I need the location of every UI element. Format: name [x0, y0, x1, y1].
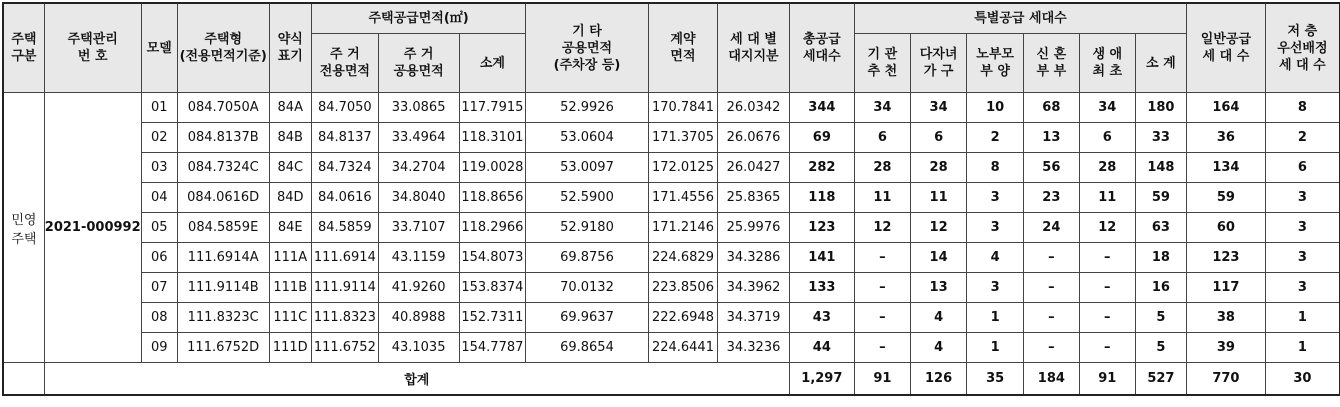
cell-common-area: 34.8040 — [378, 183, 459, 213]
cell-special-subtotal: 180 — [1135, 93, 1186, 123]
table-row — [4, 243, 1340, 273]
cell-contract-area: 223.8506 — [648, 273, 717, 303]
cell-total-supply: 118 — [789, 183, 854, 213]
header-institutional: 기 관 추 천 — [854, 34, 910, 93]
cell-elderly-parent: 3 — [967, 273, 1024, 303]
cell-institutional: – — [854, 303, 910, 333]
cell-exclusive-area: 84.5859 — [311, 213, 378, 243]
cell-area-subtotal: 118.3101 — [459, 123, 526, 153]
header-first-life: 생 애 최 초 — [1079, 34, 1135, 93]
cell-other-common: 70.0132 — [526, 273, 649, 303]
totals-cell-low: 30 — [1265, 363, 1339, 395]
header-mgmt-no: 주택관리 번 호 — [44, 4, 141, 93]
cell-land-share: 25.9976 — [718, 213, 790, 243]
cell-abbr: 84C — [269, 153, 311, 183]
cell-institutional: – — [854, 333, 910, 363]
cell-low-floor: 2 — [1265, 123, 1339, 153]
supply-table — [3, 3, 1340, 395]
cell-contract-area: 224.6829 — [648, 243, 717, 273]
table-row — [4, 333, 1340, 363]
cell-total-supply: 141 — [789, 243, 854, 273]
cell-multi-child: 34 — [910, 93, 967, 123]
header-low-floor: 저 층 우선배정 세 대 수 — [1265, 4, 1339, 93]
totals-cell-general: 770 — [1187, 363, 1266, 395]
cell-elderly-parent: 3 — [967, 183, 1024, 213]
cell-other-common: 52.9180 — [526, 213, 649, 243]
cell-other-common: 53.0097 — [526, 153, 649, 183]
header-model: 모델 — [141, 4, 177, 93]
cell-low-floor: 3 — [1265, 183, 1339, 213]
cell-institutional: 34 — [854, 93, 910, 123]
cell-house-type: 111.9114B — [177, 273, 269, 303]
cell-area-subtotal: 117.7915 — [459, 93, 526, 123]
cell-contract-area: 171.2146 — [648, 213, 717, 243]
header-newlywed: 신 혼 부 부 — [1023, 34, 1079, 93]
cell-general-supply: 123 — [1187, 243, 1266, 273]
cell-first-life: 34 — [1079, 93, 1135, 123]
header-residential-exclusive: 주 거 전용면적 — [311, 34, 378, 93]
header-total-supply: 총공급 세대수 — [789, 4, 854, 93]
cell-land-share: 26.0342 — [718, 93, 790, 123]
cell-house-type: 111.8323C — [177, 303, 269, 333]
cell-first-life: – — [1079, 243, 1135, 273]
cell-exclusive-area: 84.8137 — [311, 123, 378, 153]
cell-common-area: 40.8988 — [378, 303, 459, 333]
cell-common-area: 33.0865 — [378, 93, 459, 123]
totals-label: 합계 — [44, 363, 789, 395]
cell-institutional: 6 — [854, 123, 910, 153]
cell-model: 01 — [141, 93, 177, 123]
cell-contract-area: 172.0125 — [648, 153, 717, 183]
cell-house-type: 111.6914A — [177, 243, 269, 273]
cell-multi-child: 28 — [910, 153, 967, 183]
cell-exclusive-area: 84.7050 — [311, 93, 378, 123]
cell-common-area: 33.4964 — [378, 123, 459, 153]
table-row — [4, 93, 1340, 123]
cell-total-supply: 43 — [789, 303, 854, 333]
cell-first-life: 28 — [1079, 153, 1135, 183]
totals-row — [4, 363, 1340, 395]
cell-area-subtotal: 118.2966 — [459, 213, 526, 243]
cell-newlywed: – — [1023, 303, 1079, 333]
header-contract-area: 계약 면적 — [648, 4, 717, 93]
cell-contract-area: 224.6441 — [648, 333, 717, 363]
cell-model: 08 — [141, 303, 177, 333]
cell-exclusive-area: 111.6914 — [311, 243, 378, 273]
cell-elderly-parent: 3 — [967, 213, 1024, 243]
cell-newlywed: 56 — [1023, 153, 1079, 183]
totals-cell-inst: 91 — [854, 363, 910, 395]
cell-abbr: 84A — [269, 93, 311, 123]
cell-land-share: 34.3719 — [718, 303, 790, 333]
cell-low-floor: 3 — [1265, 273, 1339, 303]
cell-area-subtotal: 118.8656 — [459, 183, 526, 213]
cell-general-supply: 38 — [1187, 303, 1266, 333]
cell-total-supply: 133 — [789, 273, 854, 303]
cell-model: 02 — [141, 123, 177, 153]
totals-cell-first: 91 — [1079, 363, 1135, 395]
cell-house-type: 111.6752D — [177, 333, 269, 363]
cell-general-supply: 36 — [1187, 123, 1266, 153]
cell-other-common: 69.8654 — [526, 333, 649, 363]
cell-special-subtotal: 5 — [1135, 333, 1186, 363]
cell-elderly-parent: 1 — [967, 333, 1024, 363]
cell-first-life: – — [1079, 273, 1135, 303]
cell-general-supply: 39 — [1187, 333, 1266, 363]
cell-newlywed: 13 — [1023, 123, 1079, 153]
cell-abbr: 84E — [269, 213, 311, 243]
cell-general-supply: 59 — [1187, 183, 1266, 213]
cell-multi-child: 12 — [910, 213, 967, 243]
header-residential-common: 주 거 공용면적 — [378, 34, 459, 93]
cell-total-supply: 282 — [789, 153, 854, 183]
cell-total-supply: 344 — [789, 93, 854, 123]
cell-common-area: 33.7107 — [378, 213, 459, 243]
cell-low-floor: 6 — [1265, 153, 1339, 183]
cell-house-type: 084.8137B — [177, 123, 269, 153]
totals-cell-newly: 184 — [1023, 363, 1079, 395]
cell-newlywed: – — [1023, 243, 1079, 273]
cell-model: 05 — [141, 213, 177, 243]
category-cell: 민영 주택 — [4, 93, 45, 363]
cell-special-subtotal: 59 — [1135, 183, 1186, 213]
totals-cell-elder: 35 — [967, 363, 1024, 395]
header-subtotal-area: 소계 — [459, 34, 526, 93]
cell-exclusive-area: 111.9114 — [311, 273, 378, 303]
header-land-share: 세 대 별 대지지분 — [718, 4, 790, 93]
cell-total-supply: 44 — [789, 333, 854, 363]
cell-total-supply: 69 — [789, 123, 854, 153]
cell-institutional: 28 — [854, 153, 910, 183]
cell-land-share: 25.8365 — [718, 183, 790, 213]
table-row — [4, 273, 1340, 303]
cell-abbr: 84B — [269, 123, 311, 153]
cell-institutional: 12 — [854, 213, 910, 243]
totals-cell-total: 1,297 — [789, 363, 854, 395]
header-type-group: 주택 구분 — [4, 4, 45, 93]
cell-institutional: 11 — [854, 183, 910, 213]
cell-model: 04 — [141, 183, 177, 213]
cell-elderly-parent: 2 — [967, 123, 1024, 153]
header-row-top — [4, 4, 1340, 34]
cell-abbr: 111C — [269, 303, 311, 333]
cell-elderly-parent: 10 — [967, 93, 1024, 123]
cell-low-floor: 1 — [1265, 333, 1339, 363]
header-general-supply: 일반공급 세 대 수 — [1187, 4, 1266, 93]
cell-area-subtotal: 154.7787 — [459, 333, 526, 363]
cell-house-type: 084.7324C — [177, 153, 269, 183]
cell-general-supply: 117 — [1187, 273, 1266, 303]
cell-multi-child: 14 — [910, 243, 967, 273]
cell-special-subtotal: 5 — [1135, 303, 1186, 333]
cell-model: 07 — [141, 273, 177, 303]
cell-area-subtotal: 152.7311 — [459, 303, 526, 333]
cell-contract-area: 171.4556 — [648, 183, 717, 213]
cell-common-area: 43.1035 — [378, 333, 459, 363]
cell-land-share: 34.3962 — [718, 273, 790, 303]
cell-house-type: 084.7050A — [177, 93, 269, 123]
cell-other-common: 69.9637 — [526, 303, 649, 333]
table-row — [4, 183, 1340, 213]
cell-low-floor: 8 — [1265, 93, 1339, 123]
cell-first-life: – — [1079, 303, 1135, 333]
cell-multi-child: 4 — [910, 333, 967, 363]
cell-newlywed: 68 — [1023, 93, 1079, 123]
cell-low-floor: 3 — [1265, 243, 1339, 273]
cell-special-subtotal: 18 — [1135, 243, 1186, 273]
cell-first-life: – — [1079, 333, 1135, 363]
cell-house-type: 084.5859E — [177, 213, 269, 243]
cell-elderly-parent: 1 — [967, 303, 1024, 333]
cell-newlywed: 24 — [1023, 213, 1079, 243]
table-row — [4, 303, 1340, 333]
cell-land-share: 26.0676 — [718, 123, 790, 153]
cell-first-life: 11 — [1079, 183, 1135, 213]
cell-other-common: 52.9926 — [526, 93, 649, 123]
table-row — [4, 123, 1340, 153]
cell-contract-area: 171.3705 — [648, 123, 717, 153]
cell-institutional: – — [854, 243, 910, 273]
totals-blank-cell — [4, 363, 45, 395]
header-supply-area-group: 주택공급면적(㎡) — [311, 4, 525, 34]
cell-elderly-parent: 4 — [967, 243, 1024, 273]
cell-exclusive-area: 84.0616 — [311, 183, 378, 213]
cell-other-common: 52.5900 — [526, 183, 649, 213]
cell-other-common: 53.0604 — [526, 123, 649, 153]
cell-multi-child: 11 — [910, 183, 967, 213]
cell-first-life: 6 — [1079, 123, 1135, 153]
cell-first-life: 12 — [1079, 213, 1135, 243]
cell-model: 06 — [141, 243, 177, 273]
table-body — [4, 93, 1340, 395]
cell-special-subtotal: 148 — [1135, 153, 1186, 183]
cell-exclusive-area: 84.7324 — [311, 153, 378, 183]
cell-exclusive-area: 111.8323 — [311, 303, 378, 333]
cell-house-type: 084.0616D — [177, 183, 269, 213]
cell-common-area: 41.9260 — [378, 273, 459, 303]
cell-abbr: 111A — [269, 243, 311, 273]
cell-land-share: 34.3236 — [718, 333, 790, 363]
header-special-group: 특별공급 세대수 — [854, 4, 1186, 34]
cell-general-supply: 60 — [1187, 213, 1266, 243]
cell-other-common: 69.8756 — [526, 243, 649, 273]
cell-contract-area: 170.7841 — [648, 93, 717, 123]
cell-newlywed: – — [1023, 333, 1079, 363]
cell-area-subtotal: 119.0028 — [459, 153, 526, 183]
cell-multi-child: 13 — [910, 273, 967, 303]
cell-model: 09 — [141, 333, 177, 363]
header-elderly-parent: 노부모 부 양 — [967, 34, 1024, 93]
cell-newlywed: 23 — [1023, 183, 1079, 213]
cell-multi-child: 4 — [910, 303, 967, 333]
cell-low-floor: 1 — [1265, 303, 1339, 333]
cell-area-subtotal: 154.8073 — [459, 243, 526, 273]
cell-common-area: 34.2704 — [378, 153, 459, 183]
table-row — [4, 213, 1340, 243]
header-special-subtotal: 소 계 — [1135, 34, 1186, 93]
cell-special-subtotal: 16 — [1135, 273, 1186, 303]
cell-newlywed: – — [1023, 273, 1079, 303]
header-abbr: 약식 표기 — [269, 4, 311, 93]
cell-institutional: – — [854, 273, 910, 303]
cell-general-supply: 134 — [1187, 153, 1266, 183]
totals-cell-multi: 126 — [910, 363, 967, 395]
header-multi-child: 다자녀 가 구 — [910, 34, 967, 93]
header-other-common: 기 타 공용면적 (주차장 등) — [526, 4, 649, 93]
totals-cell-spsub: 527 — [1135, 363, 1186, 395]
management-number-cell: 2021-000992 — [44, 93, 141, 363]
cell-abbr: 111B — [269, 273, 311, 303]
cell-land-share: 34.3286 — [718, 243, 790, 273]
cell-abbr: 111D — [269, 333, 311, 363]
cell-multi-child: 6 — [910, 123, 967, 153]
cell-elderly-parent: 8 — [967, 153, 1024, 183]
cell-exclusive-area: 111.6752 — [311, 333, 378, 363]
cell-general-supply: 164 — [1187, 93, 1266, 123]
cell-contract-area: 222.6948 — [648, 303, 717, 333]
cell-special-subtotal: 33 — [1135, 123, 1186, 153]
cell-area-subtotal: 153.8374 — [459, 273, 526, 303]
cell-total-supply: 123 — [789, 213, 854, 243]
cell-special-subtotal: 63 — [1135, 213, 1186, 243]
cell-abbr: 84D — [269, 183, 311, 213]
cell-low-floor: 3 — [1265, 213, 1339, 243]
cell-land-share: 26.0427 — [718, 153, 790, 183]
header-house-type: 주택형 (전용면적기준) — [177, 4, 269, 93]
cell-model: 03 — [141, 153, 177, 183]
table-row — [4, 153, 1340, 183]
cell-common-area: 43.1159 — [378, 243, 459, 273]
